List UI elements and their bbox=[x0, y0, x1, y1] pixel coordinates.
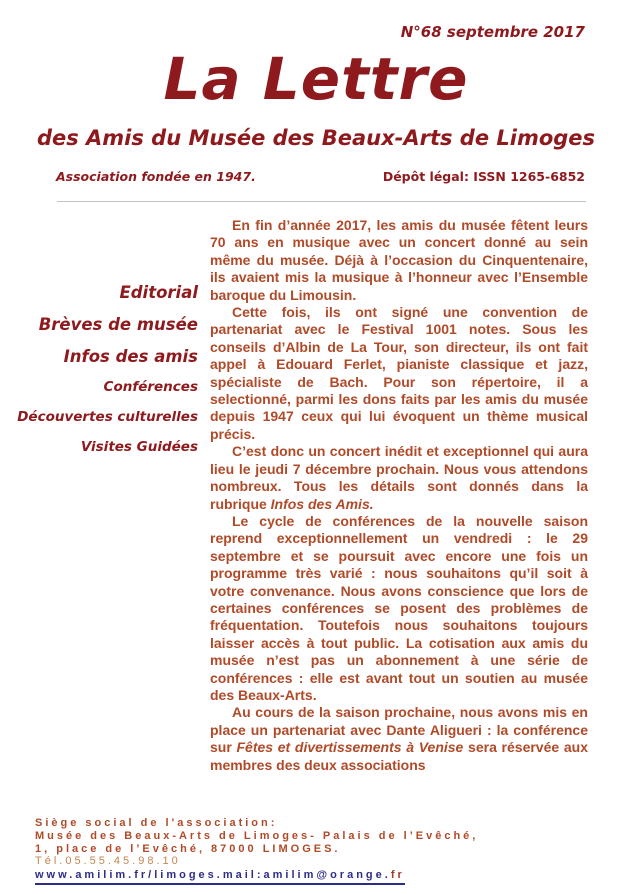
toc-item: Visites Guidées bbox=[80, 439, 198, 455]
header-meta-row bbox=[56, 169, 585, 184]
header-divider bbox=[57, 201, 586, 202]
website-url-tld: fr bbox=[390, 869, 405, 882]
paragraph-text-run: En fin d’année 2017, les amis du musée fêtent leurs 70 ans en musique avec un concert donné au sein même du musée. Déjà à l’occasion du Cinquentenaire, ils avaient mis la musique à l’honneur avec l’Ensemble baroque du Limousin. bbox=[210, 217, 588, 303]
footer bbox=[35, 817, 595, 885]
website-url-main: www.amilim.fr/limoges.mail:amilim@orange. bbox=[35, 869, 391, 882]
paragraph bbox=[210, 217, 588, 304]
paragraph-text-run: Cette fois, ils ont signé une convention de partenariat avec le Festival 1001 notes. Sous les conseils d’Albin de La Tour, son directeur, ils ont fait appel à Edouard Ferlet, pianiste classique et jazz, spécialiste de Bach. Pour son répertoire, il a selectionné, parmi les dons faits par les amis du musée depuis 1947 ceux qui lui évoquent un thème musical précis. bbox=[210, 304, 588, 442]
sidebar-toc bbox=[0, 283, 198, 469]
newsletter-title: La Lettre bbox=[163, 45, 469, 113]
footer-address-line-1: Musée des Beaux-Arts de Limoges- Palais de l’Evêché, bbox=[35, 829, 479, 842]
paragraph-text-run: C’est donc un concert inédit et exceptionnel qui aura lieu le jeudi 7 décembre prochain. Nous vous attendons nombreux. Tous les détails sont donnés dans la rubrique bbox=[210, 443, 588, 512]
footer-website-link[interactable] bbox=[35, 869, 405, 885]
toc-item: Brèves de musée bbox=[38, 315, 198, 334]
newsletter-subtitle: des Amis du Musée des Beaux-Arts de Limoges bbox=[36, 126, 596, 150]
paragraph bbox=[210, 443, 588, 513]
paragraph-italic-run: Fêtes et divertissements à Venise bbox=[236, 739, 464, 756]
paragraph bbox=[210, 513, 588, 704]
toc-item: Conférences bbox=[103, 379, 198, 395]
footer-phone: Tél.05.55.45.98.10 bbox=[35, 855, 181, 868]
paragraph-text-run: Le cycle de conférences de la nouvelle saison reprend exceptionnellement un vendredi : le 29 septembre et se poursuit avec encore une fois un programme très varié : nous souhaitons qu’il soit à votre convenance. Nous avons conscience que lors de certaines conférences se posent des problèmes de fréquentation. Toutefois nous souhaitons toujours laisser accès à tout public. La cotisation aux amis du musée n’est pas un abonnement à une série de conférences : elle est avant tout un soutien au musée des Beaux-Arts. bbox=[210, 512, 588, 703]
paragraph-italic-run: Infos des Amis. bbox=[270, 495, 374, 512]
toc-item: Découvertes culturelles bbox=[17, 409, 198, 425]
article-body bbox=[210, 217, 588, 774]
toc-item: Infos des amis bbox=[63, 347, 198, 366]
paragraph-text-run: Au cours de la saison prochaine, nous avons mis en place un partenariat avec Dante Aligueri : la conférence sur bbox=[210, 704, 588, 756]
footer-heading: Siège social de l'association: bbox=[35, 817, 278, 829]
founded-note: Association fondée en 1947. bbox=[56, 169, 256, 184]
paragraph bbox=[210, 704, 588, 774]
issue-number: N°68 septembre 2017 bbox=[400, 23, 585, 41]
toc-item: Editorial bbox=[119, 283, 198, 302]
paragraph bbox=[210, 304, 588, 443]
footer-address-line-2: 1, place de l’Evêché, 87000 LIMOGES. bbox=[35, 842, 341, 855]
paragraph-text-run: sera réservée aux membres des deux associations bbox=[210, 739, 588, 773]
legal-deposit-note: Dépôt légal: ISSN 1265-6852 bbox=[382, 169, 585, 184]
